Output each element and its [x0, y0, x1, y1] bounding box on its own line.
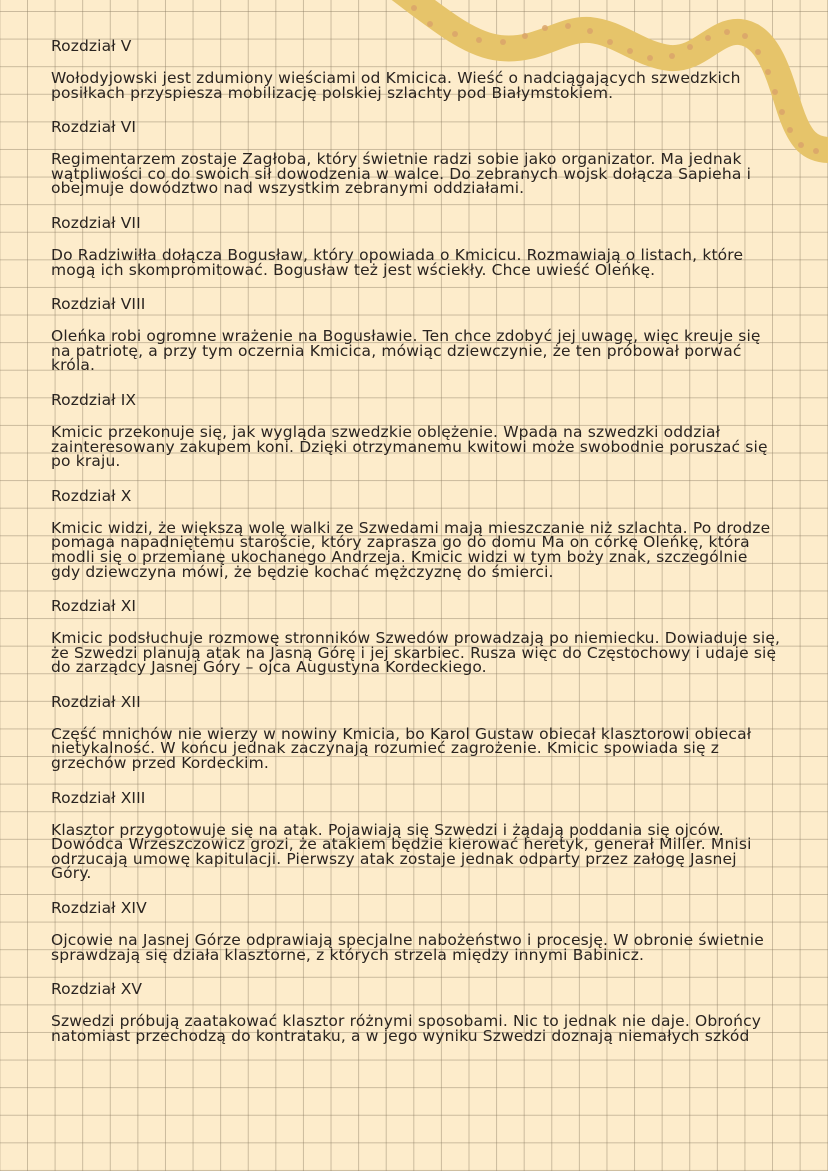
chapter-14: [51, 898, 781, 962]
chapter-12: [51, 692, 781, 771]
chapter-title: Rozdział VI: [51, 118, 137, 137]
chapter-summary: Oleńka robi ogromne wrażenie na Bogusławie. Ten chce zdobyć jej uwagę, więc kreuje się na patriotę, a przy tym oczernia Kmicica, mówiąc dziewczynie, że ten próbował porwać króla.: [51, 327, 761, 375]
chapter-13: [51, 788, 781, 881]
chapter-summary: Wołodyjowski jest zdumiony wieściami od Kmicica. Wieść o nadciągających szwedzkich posiłkach przyspiesza mobilizację polskiej szlachty pod Białymstokiem.: [51, 69, 741, 102]
chapter-title: Rozdział VII: [51, 213, 141, 232]
chapter-10: [51, 486, 781, 579]
chapter-summary: Regimentarzem zostaje Zagłoba, który świetnie radzi sobie jako organizator. Ma jednak wątpliwości co do swoich sił dowodzenia w walce. Do zebranych wojsk dołącza Sapieha i obejmuje dowództwo nad wszystkim zebranymi oddziałami.: [51, 150, 752, 198]
chapter-summary: Ojcowie na Jasnej Górze odprawiają specjalne nabożeństwo i procesję. W obronie świetnie sprawdzają się działa klasztorne, z których strzela między innymi Babinicz.: [51, 931, 764, 964]
chapter-title: Rozdział XIII: [51, 788, 146, 807]
chapter-5: [51, 36, 781, 100]
chapter-title: Rozdział XI: [51, 597, 137, 616]
chapter-title: Rozdział XII: [51, 692, 141, 711]
chapter-title: Rozdział VIII: [51, 295, 146, 314]
chapter-summary: Kmicic podsłuchuje rozmowę stronników Szwedów prowadzają po niemiecku. Dowiaduje się, że Szwedzi planują atak na Jasną Górę i jej skarbiec. Rusza więc do Częstochowy i udaje się do zarządcy Jasnej Góry – ojca Augustyna Kordeckiego.: [51, 629, 781, 677]
chapter-15: [51, 979, 781, 1043]
chapter-summary: Do Radziwiłła dołącza Bogusław, który opowiada o Kmicicu. Rozmawiają o listach, które mogą ich skompromitować. Bogusław też jest wściekły. Chce uwieść Oleńkę.: [51, 245, 744, 279]
chapter-summary: Część mnichów nie wierzy w nowiny Kmicia, bo Karol Gustaw obiecał klasztorowi obiecał nietykalność. W końcu jednak zaczynają rozumieć zagrożenie. Kmicic spowiada się z grzechów przed Kordeckim.: [51, 724, 752, 773]
chapter-6: [51, 117, 781, 196]
chapter-title: Rozdział XIV: [51, 899, 147, 918]
document-content: [51, 36, 781, 1060]
chapter-7: [51, 213, 781, 277]
chapter-summary: Klasztor przygotowuje się na atak. Pojawiają się Szwedzi i żądają poddania się ojców. Dowódca Wrzeszczowicz grozi, że atakiem będzie kierować heretyk, generał Miller. Mnisi odrzucają umowę kapitulacji. Pierwszy atak zostaje jednak odparty przez załogę Jasnej Góry.: [51, 820, 752, 883]
chapter-summary: Kmicic widzi, że większą wolę walki ze Szwedami mają mieszczanie niż szlachta. Po drodze pomaga napadniętemu staroście, który zaprasza go do domu Ma on córkę Oleńkę, która modli się o przemianę ukochanego Andrzeja. Kmicic widzi w tym boży znak, szczególnie gdy dziewczyna mówi, że będzie kochać mężczyznę do śmierci.: [51, 518, 771, 581]
chapter-11: [51, 596, 781, 675]
chapter-title: Rozdział XV: [51, 980, 143, 999]
chapter-9: [51, 390, 781, 469]
chapter-summary: Szwedzi próbują zaatakować klasztor różnymi sposobami. Nic to jednak nie daje. Obrońcy natomiast przechodzą do kontrataku, a w jego wyniku Szwedzi doznają niemałych szkód: [51, 1012, 762, 1045]
chapter-title: Rozdział V: [51, 37, 132, 55]
chapter-title: Rozdział X: [51, 486, 132, 505]
chapter-8: [51, 294, 781, 373]
chapter-summary: Kmicic przekonuje się, jak wygląda szwedzkie oblężenie. Wpada na szwedzki oddział zainteresowany zakupem koni. Dzięki otrzymanemu kwitowi może swobodnie poruszać się po kraju.: [51, 422, 768, 471]
chapter-title: Rozdział IX: [51, 390, 137, 409]
